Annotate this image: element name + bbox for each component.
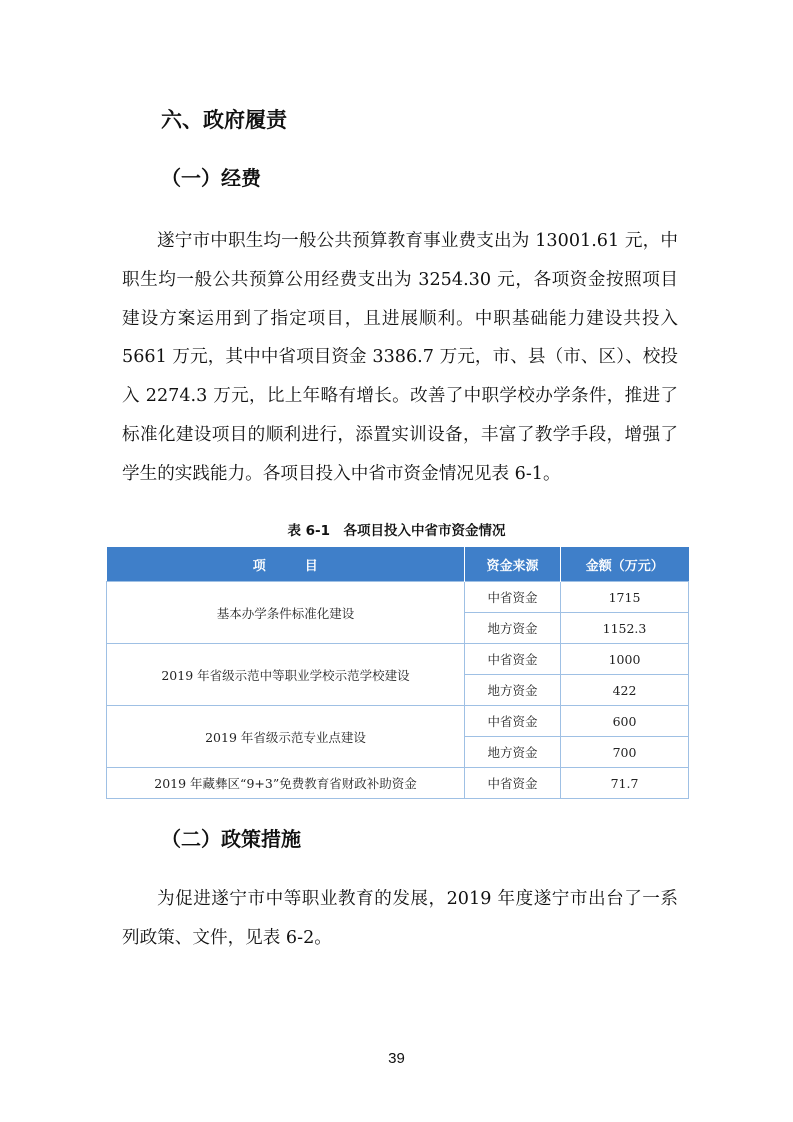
funding-heading: （一）经费	[161, 166, 261, 190]
table-header-row	[107, 547, 689, 582]
page-number: 39	[388, 1050, 405, 1067]
header-source: 资金来源	[465, 547, 561, 582]
amount-cell: 422	[561, 675, 689, 706]
amount-cell: 1000	[561, 644, 689, 675]
policy-heading: （二）政策措施	[161, 827, 301, 851]
table-row	[107, 644, 689, 675]
source-cell: 中省资金	[465, 706, 561, 737]
funding-paragraph: 遂宁市中职生均一般公共预算教育事业费支出为 13001.61 元，中职生均一般公共预算公用经费支出为 3254.30 元，各项资金按照项目建设方案运用到了指定项目，且进展顺利。中职基础能力建设共投入 5661 万元，其中中省项目资金 3386.7 万元，市、县（市、区）、校投入 2274.3 万元，比上年略有增长。改善了中职学校办学条件，推进了标准化建设项目的顺利进行，添置实训设备，丰富了教学手段，增强了学生的实践能力。各项目投入中省市资金情况见表 6-1。	[122, 231, 678, 484]
project-cell: 2019 年省级示范中等职业学校示范学校建设	[107, 644, 465, 706]
source-cell: 地方资金	[465, 613, 561, 644]
source-cell: 中省资金	[465, 768, 561, 799]
section-heading: 六、政府履责	[161, 108, 287, 132]
amount-cell: 71.7	[561, 768, 689, 799]
source-cell: 中省资金	[465, 644, 561, 675]
project-cell: 基本办学条件标准化建设	[107, 582, 465, 644]
amount-cell: 1152.3	[561, 613, 689, 644]
source-cell: 地方资金	[465, 737, 561, 768]
policy-paragraph: 为促进遂宁市中等职业教育的发展，2019 年度遂宁市出台了一系列政策、文件，见表 6-2。	[122, 889, 678, 948]
table-row	[107, 706, 689, 737]
project-cell: 2019 年省级示范专业点建设	[107, 706, 465, 768]
table-row	[107, 582, 689, 613]
table-caption: 表 6-1 各项目投入中省市资金情况	[287, 523, 506, 539]
source-cell: 中省资金	[465, 582, 561, 613]
amount-cell: 1715	[561, 582, 689, 613]
table-row	[107, 768, 689, 799]
source-cell: 地方资金	[465, 675, 561, 706]
header-project: 项 目	[107, 547, 465, 582]
amount-cell: 700	[561, 737, 689, 768]
funding-table	[106, 547, 689, 799]
amount-cell: 600	[561, 706, 689, 737]
header-amount: 金额（万元）	[561, 547, 689, 582]
project-cell: 2019 年藏彝区“9+3”免费教育省财政补助资金	[107, 768, 465, 799]
